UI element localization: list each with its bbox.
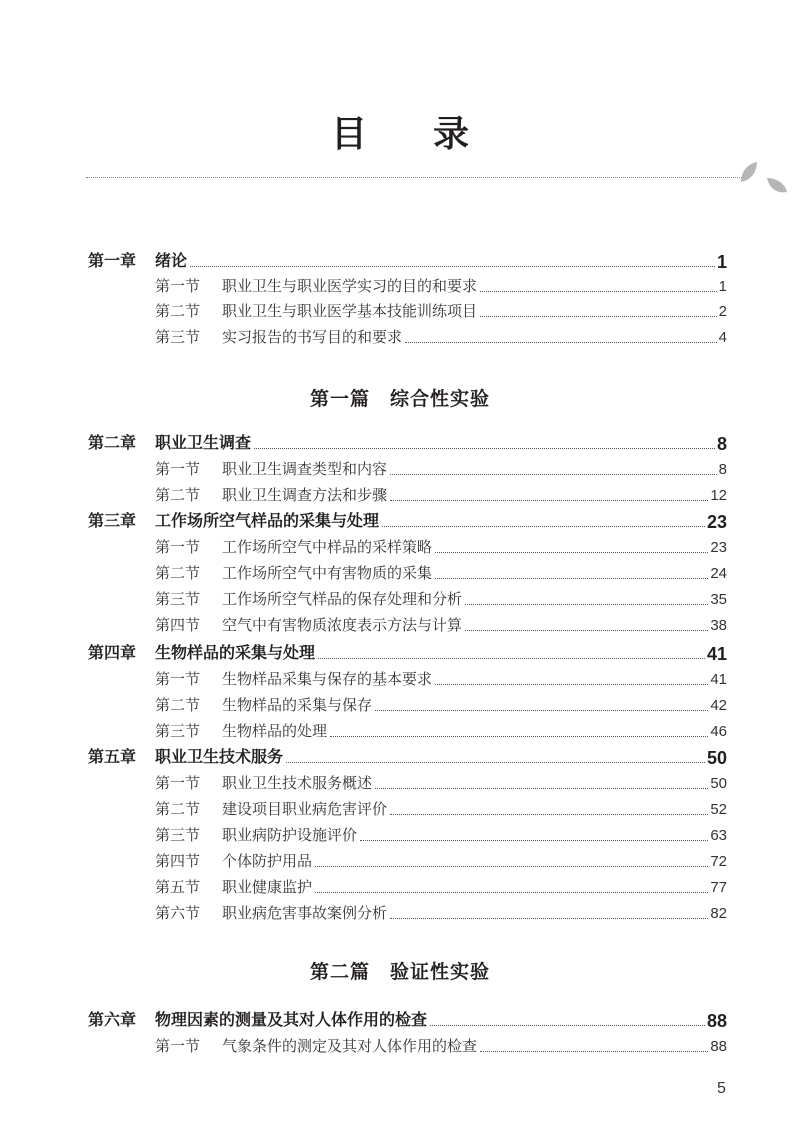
entry-page: 24 <box>710 565 727 582</box>
entry-page: 82 <box>710 905 727 922</box>
dot-leader <box>190 266 715 267</box>
entry-title: 工作场所空气样品的采集与处理 <box>155 513 380 530</box>
dot-leader <box>465 604 708 605</box>
toc-section-entry[interactable] <box>155 534 727 558</box>
entry-title: 职业卫生技术服务 <box>155 749 284 766</box>
entry-label: 第三章 <box>88 513 137 530</box>
toc-section-entry[interactable] <box>155 482 727 506</box>
toc-section-entry[interactable] <box>155 770 727 794</box>
toc-section-entry[interactable] <box>155 822 727 846</box>
entry-label: 第四节 <box>155 853 201 870</box>
toc-section-entry[interactable] <box>155 796 727 820</box>
entry-title: 工作场所空气中有害物质的采集 <box>222 565 433 582</box>
entry-page: 38 <box>710 617 727 634</box>
entry-label: 第二节 <box>155 487 201 504</box>
entry-label: 第六节 <box>155 905 201 922</box>
toc-section-entry[interactable] <box>155 324 727 348</box>
entry-title: 职业病危害事故案例分析 <box>222 905 388 922</box>
entry-label: 第四节 <box>155 617 201 634</box>
entry-title: 职业病防护设施评价 <box>222 827 358 844</box>
dot-leader <box>390 918 708 919</box>
dot-leader <box>330 736 708 737</box>
entry-label: 第三节 <box>155 329 201 346</box>
entry-title: 空气中有害物质浓度表示方法与计算 <box>222 617 463 634</box>
toc-chapter-entry[interactable] <box>88 248 727 272</box>
toc-chapter-entry[interactable] <box>88 508 727 532</box>
entry-title: 生物样品的采集与处理 <box>155 645 316 662</box>
entry-page: 35 <box>710 591 727 608</box>
entry-label: 第一节 <box>155 1038 201 1055</box>
page-number: 5 <box>717 1080 726 1097</box>
toc-chapter-entry[interactable] <box>88 430 727 454</box>
entry-page: 2 <box>718 303 727 320</box>
toc-section-entry[interactable] <box>155 848 727 872</box>
dot-leader <box>390 474 717 475</box>
dot-leader <box>375 710 708 711</box>
entry-label: 第五节 <box>155 879 201 896</box>
entry-page: 42 <box>710 697 727 714</box>
entry-title: 职业卫生技术服务概述 <box>222 775 373 792</box>
entry-title: 生物样品的采集与保存 <box>222 697 373 714</box>
dot-leader <box>435 578 708 579</box>
entry-label: 第三节 <box>155 723 201 740</box>
page-title: 目 录 <box>330 113 497 154</box>
entry-title: 生物样品采集与保存的基本要求 <box>222 671 433 688</box>
toc-section-entry[interactable] <box>155 692 727 716</box>
entry-label: 第四章 <box>88 645 137 662</box>
toc-section-entry[interactable] <box>155 612 727 636</box>
entry-title: 气象条件的测定及其对人体作用的检查 <box>222 1038 478 1055</box>
entry-page: 8 <box>716 434 727 454</box>
entry-label: 第一节 <box>155 539 201 556</box>
toc-section-entry[interactable] <box>155 718 727 742</box>
entry-title: 物理因素的测量及其对人体作用的检查 <box>155 1012 428 1029</box>
dot-leader <box>405 342 717 343</box>
entry-page: 72 <box>710 853 727 870</box>
entry-title: 职业卫生与职业医学实习的目的和要求 <box>222 278 478 295</box>
entry-page: 50 <box>706 748 727 768</box>
toc-section-entry[interactable] <box>155 273 727 297</box>
entry-page: 88 <box>710 1038 727 1055</box>
toc-section-entry[interactable] <box>155 1033 727 1057</box>
toc-chapter-entry[interactable] <box>88 744 727 768</box>
dot-leader <box>382 526 705 527</box>
entry-title: 职业健康监护 <box>222 879 313 896</box>
toc-section-entry[interactable] <box>155 874 727 898</box>
entry-title: 建设项目职业病危害评价 <box>222 801 388 818</box>
entry-title: 实习报告的书写目的和要求 <box>222 329 403 346</box>
dot-leader <box>430 1025 705 1026</box>
entry-page: 77 <box>710 879 727 896</box>
dot-leader <box>480 291 717 292</box>
entry-page: 23 <box>706 512 727 532</box>
toc-section-entry[interactable] <box>155 456 727 480</box>
entry-label: 第六章 <box>88 1012 137 1029</box>
dot-leader <box>480 1051 708 1052</box>
dot-leader <box>254 448 715 449</box>
entry-title: 个体防护用品 <box>222 853 313 870</box>
entry-label: 第二节 <box>155 801 201 818</box>
dot-leader <box>360 840 708 841</box>
part-heading: 第一篇 综合性实验 <box>309 389 490 410</box>
toc-chapter-entry[interactable] <box>88 640 727 664</box>
entry-title: 生物样品的处理 <box>222 723 328 740</box>
entry-page: 8 <box>718 461 727 478</box>
entry-page: 12 <box>710 487 727 504</box>
entry-page: 1 <box>718 278 727 295</box>
toc-section-entry[interactable] <box>155 666 727 690</box>
toc-section-entry[interactable] <box>155 586 727 610</box>
entry-page: 4 <box>718 329 727 346</box>
dot-leader <box>435 684 708 685</box>
dot-leader <box>435 552 708 553</box>
dot-leader <box>465 630 708 631</box>
entry-page: 63 <box>710 827 727 844</box>
entry-label: 第二节 <box>155 303 201 320</box>
entry-title: 工作场所空气样品的保存处理和分析 <box>222 591 463 608</box>
dot-leader <box>480 316 717 317</box>
entry-label: 第三节 <box>155 591 201 608</box>
entry-title: 职业卫生调查方法和步骤 <box>222 487 388 504</box>
entry-title: 工作场所空气中样品的采样策略 <box>222 539 433 556</box>
entry-page: 41 <box>710 671 727 688</box>
toc-section-entry[interactable] <box>155 298 727 322</box>
dot-leader <box>390 500 708 501</box>
dot-leader <box>318 658 705 659</box>
dot-leader <box>286 762 705 763</box>
dot-leader <box>375 788 708 789</box>
entry-label: 第三节 <box>155 827 201 844</box>
dotted-divider <box>86 177 750 178</box>
entry-label: 第一节 <box>155 671 201 688</box>
entry-title: 职业卫生与职业医学基本技能训练项目 <box>222 303 478 320</box>
entry-page: 1 <box>716 252 727 272</box>
dot-leader <box>390 814 708 815</box>
entry-label: 第一章 <box>88 253 137 270</box>
entry-title: 职业卫生调查类型和内容 <box>222 461 388 478</box>
entry-page: 23 <box>710 539 727 556</box>
entry-label: 第二章 <box>88 435 137 452</box>
dot-leader <box>315 892 708 893</box>
entry-label: 第五章 <box>88 749 137 766</box>
leaf-ornament-icon <box>737 158 787 198</box>
part-heading: 第二篇 验证性实验 <box>309 962 490 983</box>
entry-label: 第二节 <box>155 565 201 582</box>
entry-label: 第一节 <box>155 775 201 792</box>
entry-page: 41 <box>706 644 727 664</box>
entry-label: 第一节 <box>155 461 201 478</box>
entry-page: 88 <box>706 1011 727 1031</box>
dot-leader <box>315 866 708 867</box>
entry-page: 52 <box>710 801 727 818</box>
entry-page: 46 <box>710 723 727 740</box>
entry-title: 绪论 <box>155 253 188 270</box>
entry-title: 职业卫生调查 <box>155 435 252 452</box>
entry-label: 第二节 <box>155 697 201 714</box>
toc-chapter-entry[interactable] <box>88 1007 727 1031</box>
entry-page: 50 <box>710 775 727 792</box>
toc-section-entry[interactable] <box>155 900 727 924</box>
toc-section-entry[interactable] <box>155 560 727 584</box>
entry-label: 第一节 <box>155 278 201 295</box>
